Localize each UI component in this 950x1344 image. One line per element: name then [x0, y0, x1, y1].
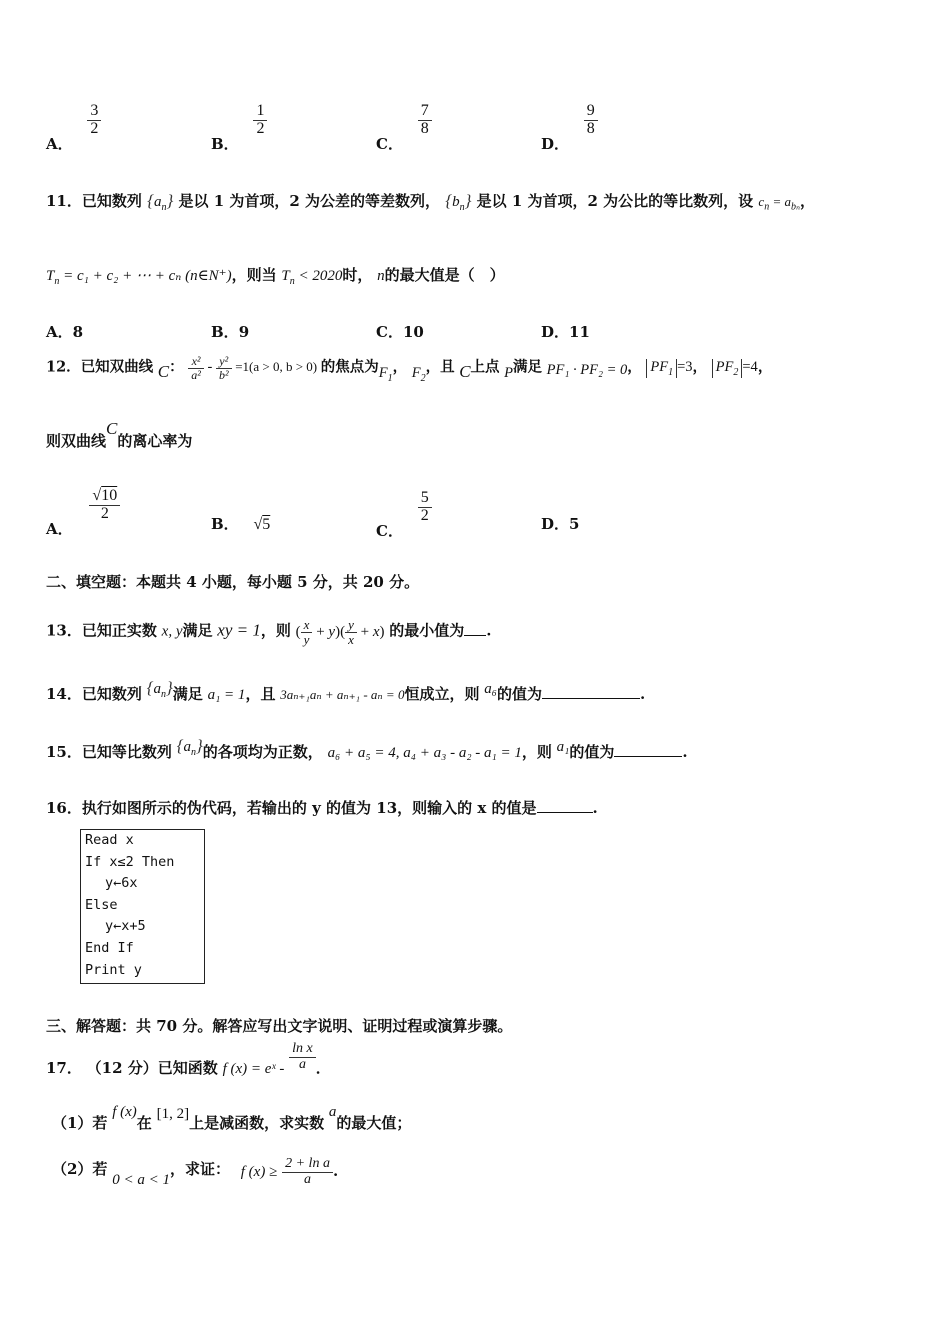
section-answer-heading: 三、解答题：共 70 分。解答应写出文字说明、证明过程或演算步骤。: [46, 1017, 513, 1035]
q14-answer-blank[interactable]: [542, 698, 640, 699]
q11-line1: 11．已知数列 $\{a_n\}$ 是以 1 为首项，2 为公差的等差数列， $\{b_n\}$ 是以 1 为首项，2 为公比的等比数列，设 $c_n = a_{b_n}$，: [46, 191, 816, 213]
tn-expression: $T_n = c_1 + c_2$ + ⋯ + cₙ (n∈N⁺): [46, 268, 232, 287]
q13: 13．已知正实数 x, y满足 xy = 1，则 ( $\frac{x}{y}$ + y)( $\frac{y}{x}$ + x) 的最小值为 .: [46, 617, 492, 647]
code-line: End If: [85, 939, 134, 956]
q10-option-a: A． $\frac{3}{2}$: [46, 103, 101, 138]
section-fill-in-heading: 二、填空题：本题共 4 小题，每小题 5 分，共 20 分。: [46, 573, 420, 591]
q16-answer-blank[interactable]: [537, 812, 593, 813]
q17-stem: 17． （12 分）已知函数 f (x) = eˣ - $\frac{\text{ln x}}{a}$ ．: [46, 1041, 331, 1078]
q12-option-d: D．5: [541, 515, 580, 533]
seq-b: $\{b_n\}$: [445, 191, 472, 213]
q10-option-c: C． $\frac{7}{8}$: [376, 103, 432, 138]
pf1-magnitude: $PF_1 =3$: [646, 359, 692, 375]
q16: 16．执行如图所示的伪代码，若输出的 y 的值为 13，则输入的 x 的值是 .: [46, 799, 598, 817]
q12-option-b: B． √5: [211, 515, 271, 533]
pf2-magnitude: $PF_2 =4$: [712, 359, 758, 375]
hyperbola-equation: $\frac{\text{x²}}{\text{a²}}$ - $\frac{\text{y²}}{\text{b²}}$ =1(a > 0, b > 0): [188, 359, 321, 375]
code-line: y←6x: [105, 875, 138, 892]
q15-answer-blank[interactable]: [614, 756, 682, 757]
q14: 14．已知数列 $\{a_n\}$满足 a₁ = 1，且 3aₙ₊₁aₙ + aₙ₊₁ - aₙ = 0恒成立，则 a₆的值为 .: [46, 678, 646, 703]
code-line: Print y: [85, 961, 142, 978]
q10-option-d: D． $\frac{9}{8}$: [541, 103, 598, 138]
q12-line2: 则双曲线C的离心率为: [46, 419, 193, 450]
q11-option-a: A．8: [46, 323, 84, 341]
q12-option-a: A． $\frac{√10}{2}$: [46, 488, 120, 523]
q11-line2: $T_n = c_1 + c_2$ + ⋯ + cₙ (n∈N⁺)，则当 $T_n < 2020$时， n的最大值是（ ）: [46, 266, 505, 287]
seq-a: $\{a_n\}$: [147, 191, 174, 213]
code-line: If x≤2 Then: [85, 853, 175, 870]
q12-line1: 12．已知双曲线 C： $\frac{\text{x²}}{\text{a²}}$ - $\frac{\text{y²}}{\text{b²}}$ =1(a > 0, b > 0) 的焦点为$F_1$， $F_2$，且 C上点 P满足 PF₁ · PF₂ = 0， $PF_1 =3$， $PF_2 =4$，: [46, 354, 773, 385]
q12-option-c: C． $\frac{5}{2}$: [376, 490, 432, 525]
q11-option-c: C．10: [376, 323, 424, 341]
q13-expression: ( $\frac{x}{y}$ + y)( $\frac{y}{x}$ + x): [295, 617, 385, 647]
cn-definition: $c_n = a_{b_n}$: [758, 194, 801, 213]
code-line: y←x+5: [105, 918, 146, 935]
q11-option-b: B．9: [211, 323, 250, 341]
tn-condition: $T_n < 2020$: [281, 268, 343, 287]
q17-part2: （2）若 0 < a < 1，求证： f (x) ≥ $\frac{\text{2 + ln a}}{a}$ .: [52, 1156, 339, 1189]
pseudocode-box: [80, 829, 205, 984]
q13-answer-blank[interactable]: [464, 635, 486, 636]
q11-option-d: D．11: [541, 323, 590, 341]
q15: 15．已知等比数列 $\{a_n\}$的各项均为正数， a₆ + a₅ = 4, a₄ + a₃ - a₂ - a₁ = 1，则 a₁的值为 .: [46, 736, 688, 761]
q10-option-b: B． $\frac{1}{2}$: [211, 103, 267, 138]
code-line: Read x: [85, 832, 134, 848]
q17-part1: （1）若 f (x)在 [1, 2]上是减函数，求实数 a的最大值；: [52, 1104, 412, 1132]
code-line: Else: [85, 896, 118, 913]
